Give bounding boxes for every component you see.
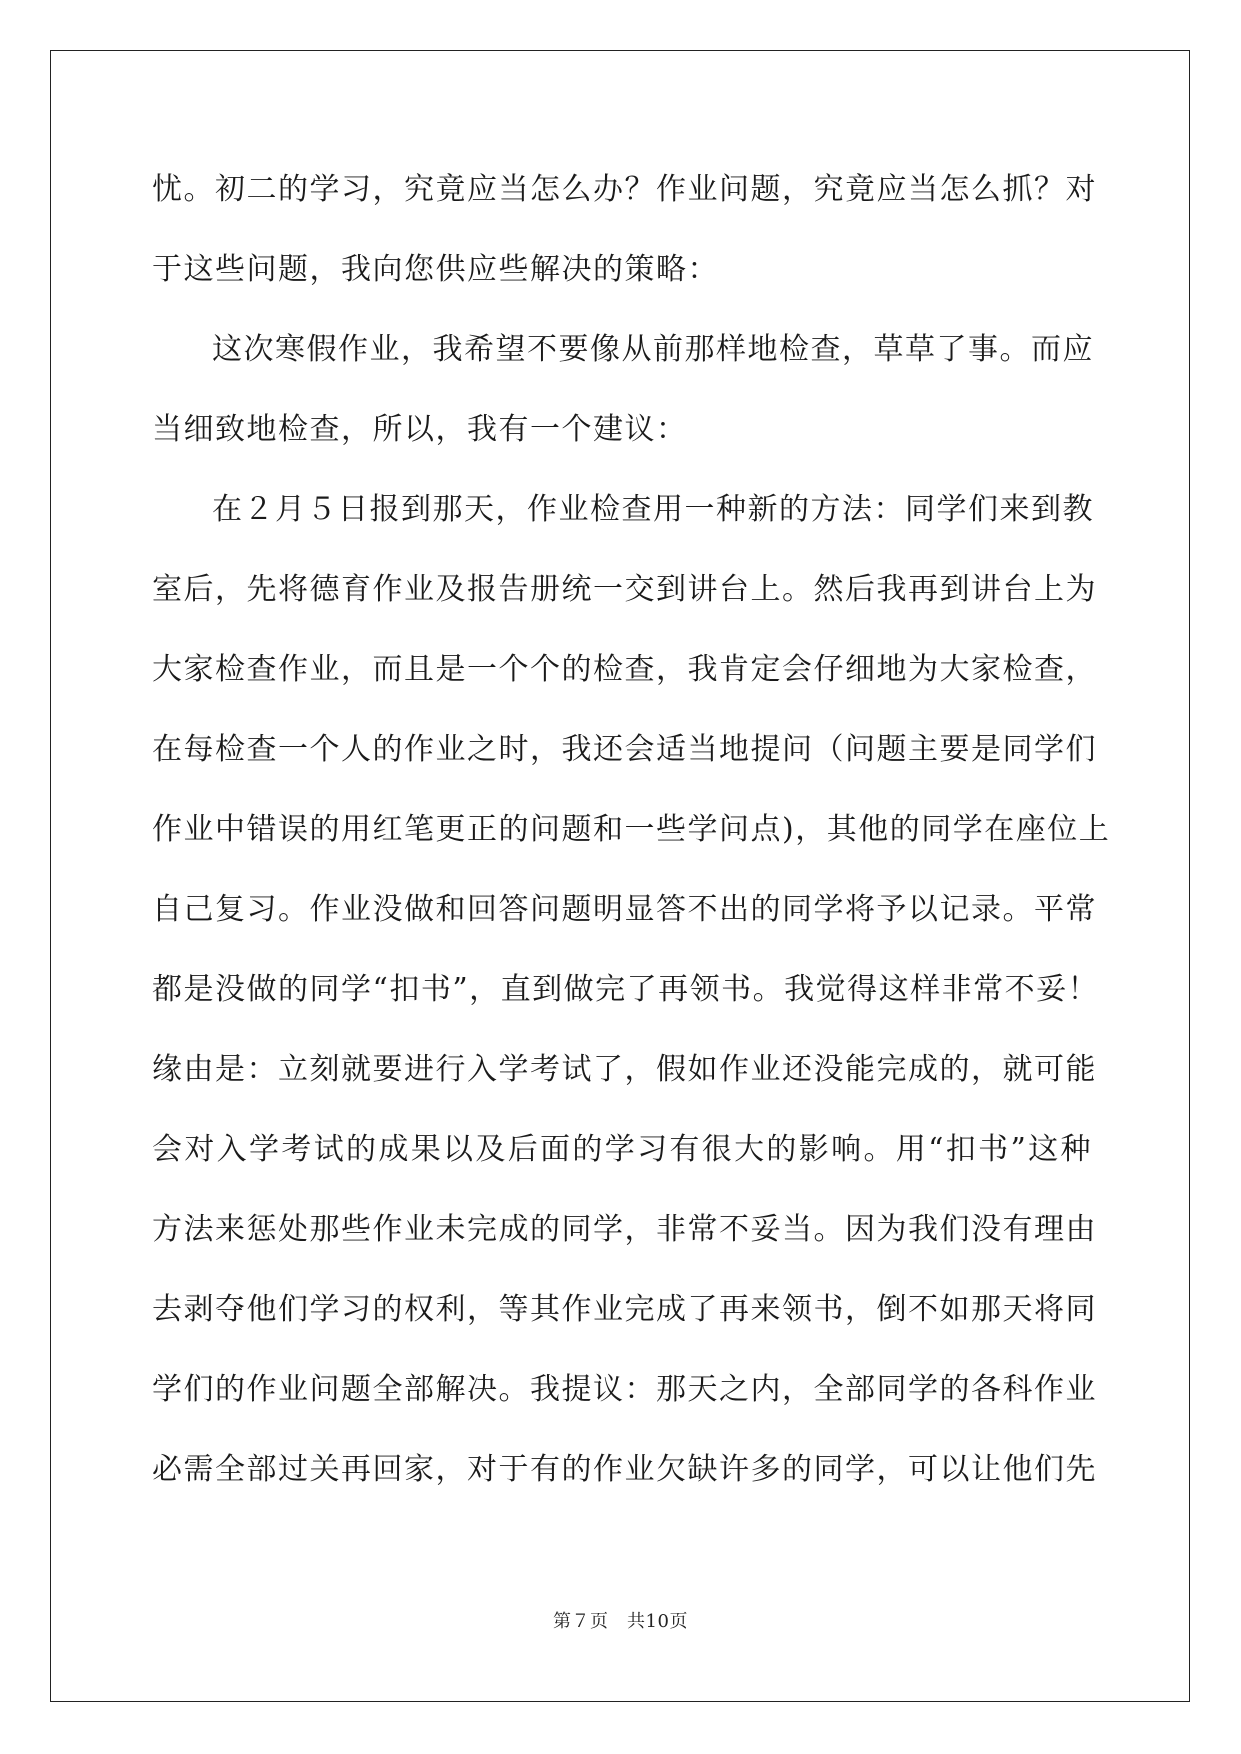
text-line: 在２月５日报到那天，作业检查用一种新的方法：同学们来到教	[212, 492, 1094, 527]
text-line: 会对入学考试的成果以及后面的学习有很大的影响。用“扣书”这种	[152, 1132, 1092, 1167]
text-line: 这次寒假作业，我希望不要像从前那样地检查，草草了事。而应	[212, 332, 1094, 367]
page-number-footer: 第７页 共10页	[553, 1611, 688, 1632]
text-line: 忧。初二的学习，究竟应当怎么办？作业问题，究竟应当怎么抓？对	[152, 172, 1097, 207]
text-line: 方法来惩处那些作业未完成的同学，非常不妥当。因为我们没有理由	[152, 1212, 1097, 1247]
text-line: 必需全部过关再回家，对于有的作业欠缺许多的同学，可以让他们先	[152, 1452, 1097, 1487]
text-line: 于这些问题，我向您供应些解决的策略：	[152, 252, 719, 287]
text-line: 大家检查作业，而且是一个个的检查，我肯定会仔细地为大家检查，	[152, 652, 1097, 687]
text-line: 当细致地检查，所以，我有一个建议：	[152, 412, 688, 447]
text-line: 作业中错误的用红笔更正的问题和一些学问点)，其他的同学在座位上	[152, 812, 1111, 847]
text-line: 室后，先将德育作业及报告册统一交到讲台上。然后我再到讲台上为	[152, 572, 1097, 607]
document-body	[152, 160, 1111, 1520]
text-line: 去剥夺他们学习的权利，等其作业完成了再来领书，倒不如那天将同	[152, 1292, 1097, 1327]
text-line: 自己复习。作业没做和回答问题明显答不出的同学将予以记录。平常	[152, 892, 1097, 927]
text-line: 学们的作业问题全部解决。我提议：那天之内，全部同学的各科作业	[152, 1372, 1097, 1407]
text-line: 都是没做的同学“扣书”，直到做完了再领书。我觉得这样非常不妥！	[152, 972, 1100, 1007]
text-line: 缘由是：立刻就要进行入学考试了，假如作业还没能完成的，就可能	[152, 1052, 1097, 1087]
text-line: 在每检查一个人的作业之时，我还会适当地提问（问题主要是同学们	[152, 732, 1097, 767]
